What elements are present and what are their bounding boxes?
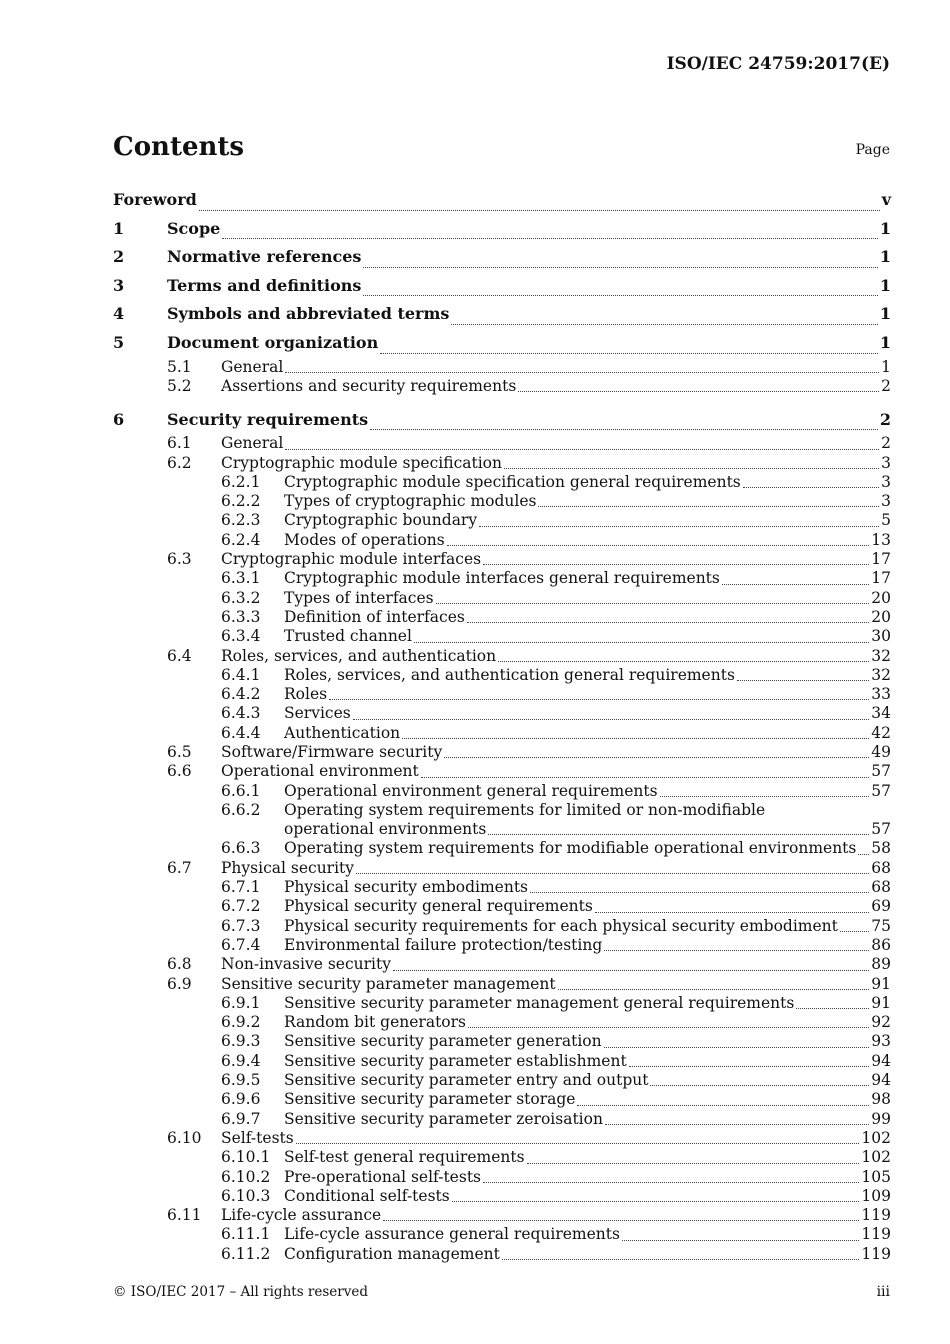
toc-entry-number: 6.2.1 [221, 472, 261, 491]
toc-entry[interactable] [113, 1168, 891, 1187]
toc-entry-title: Normative references [167, 247, 362, 267]
toc-entry-number: 6.9.6 [221, 1090, 261, 1109]
toc-entry-number: 6.6 [167, 762, 192, 781]
toc-entry-number: 6.7.2 [221, 897, 261, 916]
dot-leader [502, 1258, 860, 1260]
toc-entry-page: 93 [871, 1032, 891, 1051]
toc-entry-title: Sensitive security parameter establishment [284, 1051, 627, 1070]
toc-entry[interactable] [113, 1013, 891, 1032]
toc-entry-title: Sensitive security parameter entry and output [284, 1071, 649, 1090]
toc-entry-title: Roles [284, 685, 328, 704]
toc-entry-page: 1 [879, 247, 891, 267]
toc-entry-number: 6.7.1 [221, 878, 261, 897]
toc-entry[interactable] [113, 550, 891, 569]
dot-leader [468, 1026, 869, 1028]
toc-entry-page: 102 [861, 1148, 891, 1167]
toc-entry-title: Physical security embodiments [284, 878, 528, 897]
toc-entry-title: Types of interfaces [284, 588, 434, 607]
toc-entry[interactable] [113, 406, 891, 435]
toc-entry[interactable] [113, 704, 891, 723]
toc-entry-page: 99 [871, 1109, 891, 1128]
dot-leader [767, 815, 889, 816]
toc-entry[interactable] [113, 186, 891, 215]
toc-entry[interactable] [113, 685, 891, 704]
toc-entry-page: 49 [871, 743, 891, 761]
dot-leader [483, 563, 869, 565]
dot-leader [447, 544, 870, 546]
toc-entry-number: 6.8 [167, 955, 192, 974]
toc-entry-title: Random bit generators [284, 1013, 466, 1032]
toc-entry-page: 3 [881, 492, 891, 511]
toc-entry-page: 94 [871, 1051, 891, 1070]
toc-entry-number: 6.9.1 [221, 993, 261, 1012]
toc-entry-number: 6.3 [167, 550, 192, 569]
toc-entry-title: Modes of operations [284, 530, 445, 549]
toc-entry[interactable] [113, 724, 891, 743]
toc-entry-page: 30 [871, 627, 891, 646]
dot-leader [444, 756, 869, 758]
toc-entry-number: 6.1 [167, 434, 192, 453]
toc-entry-title: Operational environment [221, 762, 419, 781]
toc-entry-number: 6.7 [167, 858, 192, 877]
toc-entry[interactable] [113, 608, 891, 627]
toc-entry-number: 6.11.2 [221, 1244, 271, 1263]
toc-entry-page: 32 [871, 665, 891, 684]
dot-leader [858, 853, 869, 855]
toc-entry-page: 109 [861, 1186, 891, 1205]
toc-entry-page: 42 [871, 723, 891, 742]
toc-entry-title: Physical security [221, 858, 355, 877]
toc-entry-number: 6.2.2 [221, 492, 261, 511]
toc-entry-number: 5.2 [167, 376, 192, 395]
toc-entry-title: Non-invasive security [221, 955, 391, 974]
toc-entry-page: 92 [871, 1013, 891, 1032]
toc-entry[interactable] [113, 839, 891, 858]
toc-entry-number: 6.6.3 [221, 839, 261, 858]
toc-entry-page: 17 [871, 550, 891, 569]
toc-entry-title: Self-test general requirements [284, 1148, 525, 1167]
toc-entry[interactable] [113, 329, 891, 358]
toc-entry-page: 20 [871, 588, 891, 607]
toc-entry-page: 94 [871, 1071, 891, 1090]
dot-leader [467, 621, 869, 623]
toc-entry-number: 6.10.3 [221, 1186, 271, 1205]
toc-entry-title: General [221, 434, 284, 453]
toc-entry-title: Self-tests [221, 1128, 294, 1147]
toc-entry-title: Sensitive security parameter zeroisation [284, 1109, 603, 1128]
dot-leader [222, 237, 878, 239]
dot-leader [722, 583, 869, 585]
toc-entry[interactable] [113, 975, 891, 994]
toc-entry-number: 6 [113, 409, 125, 429]
toc-entry-page: 68 [871, 878, 891, 897]
toc-entry[interactable] [113, 1090, 891, 1109]
toc-entry-title: Pre-operational self-tests [284, 1167, 481, 1186]
dot-leader [840, 930, 869, 932]
toc-entry-page: 89 [871, 955, 891, 974]
toc-entry-number: 6.2.4 [221, 530, 261, 549]
toc-entry[interactable] [113, 878, 891, 897]
toc-entry-title: Sensitive security parameter management [221, 974, 556, 993]
toc-entry-title: Software/Firmware security [221, 743, 443, 761]
toc-entry[interactable] [113, 897, 891, 916]
toc-entry-page: 98 [871, 1090, 891, 1109]
toc-entry[interactable] [113, 743, 891, 762]
toc-entry-title: Operating system requirements for modifiable operational environments [284, 839, 857, 858]
toc-entry-page: 119 [861, 1244, 891, 1263]
toc-entry-number: 6.7.4 [221, 935, 261, 954]
toc-entry-number: 6.4.3 [221, 704, 261, 723]
toc-entry[interactable] [113, 859, 891, 878]
toc-entry-page: 3 [881, 472, 891, 491]
toc-entry-number: 6.2 [167, 453, 192, 472]
toc-entry-title: Symbols and abbreviated terms [167, 304, 450, 324]
toc-entry-number: 6.4.4 [221, 723, 261, 742]
table-of-contents [113, 186, 891, 1264]
toc-entry-page: 119 [861, 1206, 891, 1225]
dot-leader [414, 641, 869, 643]
toc-entry[interactable] [113, 272, 891, 301]
toc-entry-number: 6.4.1 [221, 665, 261, 684]
dot-leader [451, 323, 877, 325]
dot-leader [604, 1046, 870, 1048]
toc-entry-page: 1 [881, 357, 891, 376]
toc-entry-page: 20 [871, 607, 891, 626]
toc-entry-number: 6.10.1 [221, 1148, 271, 1167]
toc-entry-title: Assertions and security requirements [221, 376, 517, 395]
toc-entry-page: 58 [871, 839, 891, 858]
toc-entry-title: Services [284, 704, 351, 723]
toc-entry[interactable] [113, 454, 891, 473]
toc-entry-page: 2 [879, 409, 891, 429]
dot-leader [402, 737, 869, 739]
toc-entry-page: 57 [871, 820, 891, 839]
toc-entry-title: Sensitive security parameter management general requirements [284, 993, 795, 1012]
toc-entry-title: Cryptographic boundary [284, 511, 478, 530]
toc-entry[interactable] [113, 377, 891, 396]
toc-entry-title: Operational environment general requirements [284, 781, 658, 800]
toc-entry-page: 3 [881, 453, 891, 472]
toc-entry[interactable] [113, 782, 891, 801]
toc-entry-number: 1 [113, 218, 125, 238]
toc-entry-number: 5 [113, 332, 125, 352]
dot-leader [796, 1007, 869, 1009]
toc-entry[interactable] [113, 1245, 891, 1264]
toc-entry-page: 68 [871, 858, 891, 877]
page-column-label: Page [855, 142, 890, 158]
toc-entry[interactable] [113, 531, 891, 550]
dot-leader [530, 891, 869, 893]
toc-entry[interactable] [113, 1071, 891, 1090]
dot-leader [380, 352, 878, 354]
toc-entry-title: Security requirements [167, 409, 369, 429]
toc-entry-page: 2 [881, 376, 891, 395]
toc-entry-page: 57 [871, 762, 891, 781]
toc-entry-page: 1 [879, 332, 891, 352]
toc-entry-number: 6.10 [167, 1128, 202, 1147]
dot-leader [329, 698, 869, 700]
toc-entry[interactable] [113, 1187, 891, 1206]
toc-entry-page: 33 [871, 685, 891, 704]
toc-entry[interactable] [113, 917, 891, 936]
dot-leader [595, 911, 869, 913]
toc-entry-title: Trusted channel [284, 627, 412, 646]
toc-entry-number: 6.5 [167, 743, 192, 761]
dot-leader [483, 1181, 859, 1183]
toc-entry-title: Sensitive security parameter generation [284, 1032, 602, 1051]
toc-entry-page: 32 [871, 646, 891, 665]
toc-entry-page: 2 [881, 434, 891, 453]
toc-entry-number: 6.4 [167, 646, 192, 665]
dot-leader [199, 209, 880, 211]
toc-entry-title: General [221, 357, 284, 376]
toc-entry[interactable] [113, 1225, 891, 1244]
page-title: Contents [113, 132, 245, 162]
toc-entry-page: 86 [871, 935, 891, 954]
dot-leader [285, 448, 879, 450]
toc-entry-title: Definition of interfaces [284, 607, 465, 626]
toc-entry-page: v [881, 190, 891, 209]
toc-entry[interactable] [113, 1129, 891, 1148]
dot-leader [558, 988, 870, 990]
toc-entry-number: 6.6.1 [221, 781, 261, 800]
dot-leader [743, 486, 879, 488]
toc-entry-title: Physical security requirements for each physical security embodiment [284, 916, 838, 935]
dot-leader [479, 525, 879, 527]
toc-entry[interactable] [113, 666, 891, 685]
dot-leader [296, 1142, 860, 1144]
toc-entry-page: 1 [879, 304, 891, 324]
dot-leader [363, 294, 877, 296]
toc-entry-title: Types of cryptographic modules [284, 492, 537, 511]
toc-entry-number: 6.4.2 [221, 685, 261, 704]
toc-entry-number: 2 [113, 247, 125, 267]
toc-entry-number: 6.3.2 [221, 588, 261, 607]
toc-entry-page: 13 [871, 530, 891, 549]
toc-entry-title: Environmental failure protection/testing [284, 935, 603, 954]
dot-leader [383, 1219, 859, 1221]
toc-entry-page: 75 [871, 916, 891, 935]
toc-entry-number: 6.6.2 [221, 800, 261, 819]
toc-entry-number: 5.1 [167, 357, 192, 376]
toc-entry-title: Foreword [113, 190, 197, 209]
toc-entry-title: operational environments [284, 820, 487, 839]
toc-entry-number: 3 [113, 275, 125, 295]
toc-entry-title: Physical security general requirements [284, 897, 593, 916]
toc-entry[interactable] [113, 492, 891, 511]
toc-entry-title: Document organization [167, 332, 379, 352]
toc-entry[interactable] [113, 762, 891, 781]
toc-entry-title: Roles, services, and authentication [221, 646, 497, 665]
toc-entry-title: Operating system requirements for limited or non-modifiable [284, 800, 766, 819]
dot-leader [363, 266, 877, 268]
toc-entry-page: 102 [861, 1128, 891, 1147]
toc-entry-title: Roles, services, and authentication general requirements [284, 665, 735, 684]
dot-leader [353, 718, 870, 720]
toc-entry-number: 6.9.4 [221, 1051, 261, 1070]
toc-entry-number: 6.3.3 [221, 607, 261, 626]
dot-leader [356, 872, 869, 874]
toc-entry-number: 6.10.2 [221, 1167, 271, 1186]
toc-entry-number: 4 [113, 304, 125, 324]
dot-leader [605, 1123, 869, 1125]
dot-leader [498, 660, 869, 662]
toc-entry-number: 6.9.2 [221, 1013, 261, 1032]
toc-entry[interactable] [113, 1110, 891, 1129]
footer-copyright: © ISO/IEC 2017 – All rights reserved [113, 1284, 368, 1300]
toc-entry-number: 6.11.1 [221, 1225, 271, 1244]
toc-entry-page: 119 [861, 1225, 891, 1244]
toc-entry-page: 91 [871, 974, 891, 993]
toc-entry-page: 5 [881, 511, 891, 530]
dot-leader [393, 969, 869, 971]
toc-entry-number: 6.3.4 [221, 627, 261, 646]
toc-entry-number: 6.3.1 [221, 569, 261, 588]
toc-entry-title: Life-cycle assurance [221, 1206, 382, 1225]
dot-leader [660, 795, 870, 797]
toc-entry-page: 1 [879, 275, 891, 295]
toc-entry-title: Scope [167, 218, 221, 238]
toc-entry-title: Terms and definitions [167, 275, 362, 295]
toc-entry[interactable] [113, 511, 891, 530]
toc-entry[interactable] [113, 300, 891, 329]
dot-leader [285, 371, 879, 373]
dot-leader [504, 467, 879, 469]
toc-entry-title: Cryptographic module specification [221, 453, 502, 472]
dot-leader [538, 505, 879, 507]
toc-entry[interactable] [113, 434, 891, 453]
dot-leader [488, 833, 869, 835]
toc-entry-page: 17 [871, 569, 891, 588]
toc-entry[interactable] [113, 589, 891, 608]
dot-leader [577, 1104, 869, 1106]
dot-leader [436, 602, 870, 604]
dot-leader [604, 949, 869, 951]
toc-entry[interactable] [113, 994, 891, 1013]
dot-leader [452, 1200, 860, 1202]
dot-leader [421, 776, 870, 778]
toc-entry-number: 6.9.3 [221, 1032, 261, 1051]
toc-entry[interactable] [113, 647, 891, 666]
toc-entry-title: Life-cycle assurance general requirements [284, 1225, 620, 1244]
dot-leader [370, 428, 878, 430]
dot-leader [629, 1065, 870, 1067]
toc-entry-number: 6.9.7 [221, 1109, 261, 1128]
toc-entry-title: Cryptographic module interfaces general requirements [284, 569, 720, 588]
dot-leader [518, 390, 879, 392]
toc-entry-page: 69 [871, 897, 891, 916]
toc-entry-title: Sensitive security parameter storage [284, 1090, 576, 1109]
dot-leader [527, 1162, 860, 1164]
toc-entry[interactable] [113, 569, 891, 588]
toc-entry-number: 6.2.3 [221, 511, 261, 530]
toc-entry[interactable] [113, 473, 891, 492]
toc-entry[interactable] [113, 1206, 891, 1225]
toc-entry-number: 6.7.3 [221, 916, 261, 935]
toc-entry[interactable] [113, 801, 891, 820]
toc-entry-page: 1 [879, 218, 891, 238]
toc-entry-page: 34 [871, 704, 891, 723]
dot-leader [622, 1239, 859, 1241]
dot-leader [650, 1084, 869, 1086]
toc-entry[interactable] [113, 1032, 891, 1051]
toc-entry[interactable] [113, 215, 891, 244]
toc-entry[interactable] [113, 1052, 891, 1071]
toc-entry[interactable] [113, 820, 891, 839]
toc-entry-title: Configuration management [284, 1244, 500, 1263]
toc-entry-page: 91 [871, 993, 891, 1012]
toc-entry-title: Conditional self-tests [284, 1186, 450, 1205]
footer-page-number: iii [876, 1284, 890, 1300]
toc-entry-page: 57 [871, 781, 891, 800]
toc-entry-page: 105 [861, 1167, 891, 1186]
toc-entry-title: Cryptographic module specification general requirements [284, 472, 741, 491]
toc-entry[interactable] [113, 358, 891, 377]
toc-entry[interactable] [113, 627, 891, 646]
toc-entry-number: 6.9.5 [221, 1071, 261, 1090]
document-id: ISO/IEC 24759:2017(E) [666, 54, 890, 74]
toc-entry[interactable] [113, 936, 891, 955]
toc-entry[interactable] [113, 243, 891, 272]
toc-entry[interactable] [113, 1148, 891, 1167]
toc-entry-title: Authentication [284, 723, 401, 742]
toc-entry-number: 6.9 [167, 974, 192, 993]
toc-entry-number: 6.11 [167, 1206, 202, 1225]
toc-entry-title: Cryptographic module interfaces [221, 550, 482, 569]
dot-leader [737, 679, 869, 681]
toc-entry[interactable] [113, 955, 891, 974]
